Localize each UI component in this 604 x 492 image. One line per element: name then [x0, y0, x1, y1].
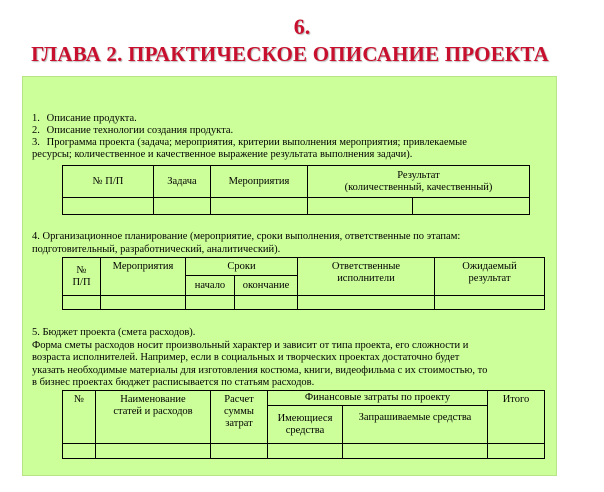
col-start: начало [186, 276, 235, 296]
item-5: 5. Бюджет проекта (смета расходов). Форма сметы расходов носит произвольный характер и зависит от типа проекта, его сложности и возраста исполнителей. Например, если в социальных и творческих проектах достаточно будет указать необходимые материалы для изготовления костюма, книги, видеофильма с их стоимостью, то в бизнес проектах бюджет расписывается по статьям расходов. [32, 327, 488, 388]
table-cell [63, 296, 101, 310]
budget-table [62, 390, 545, 459]
table-cell [101, 296, 186, 310]
table-cell [235, 296, 298, 310]
col-num: № П/П [63, 258, 101, 296]
list-item: 2. Описание технологии создания продукта. [32, 125, 234, 136]
table-cell [211, 198, 308, 215]
col-events: Мероприятия [101, 258, 186, 296]
table-cell [154, 198, 211, 215]
table-cell [63, 444, 96, 459]
col-num: № [63, 391, 96, 444]
col-requested: Запрашиваемые средства [343, 406, 488, 444]
col-total: Итого [488, 391, 545, 444]
list-item: 3. Программа проекта (задача; мероприятия, критерии выполнения мероприятия; привлекаемые [32, 137, 467, 148]
slide-number: 6. [293, 14, 311, 39]
list-item-continuation: ресурсы; количественное и качественное выражение результата выполнения задачи). [32, 149, 413, 160]
table-cell [186, 296, 235, 310]
program-table [62, 165, 530, 215]
col-end: окончание [235, 276, 298, 296]
slide-title: ГЛАВА 2. ПРАКТИЧЕСКОЕ ОПИСАНИЕ ПРОЕКТА [31, 42, 549, 66]
table-cell [413, 198, 530, 215]
table-cell [343, 444, 488, 459]
col-events: Мероприятия [211, 166, 308, 198]
table-cell [435, 296, 545, 310]
table-cell [268, 444, 343, 459]
col-task: Задача [154, 166, 211, 198]
col-responsible: Ответственные исполнители [298, 258, 435, 296]
table-cell [488, 444, 545, 459]
col-num: № П/П [63, 166, 154, 198]
col-own-funds: Имеющиеся средства [268, 406, 343, 444]
col-result: Результат (количественный, качественный) [308, 166, 530, 198]
item-4: 4. Организационное планирование (мероприятие, сроки выполнения, ответственные по этапам: подготовительный, разработнический, аналитический). [32, 231, 461, 255]
table-cell [96, 444, 211, 459]
col-expected: Ожидаемый результат [435, 258, 545, 296]
table-cell [308, 198, 413, 215]
table-cell [63, 198, 154, 215]
table-cell [298, 296, 435, 310]
col-calc: Расчет суммы затрат [211, 391, 268, 444]
col-financial: Финансовые затраты по проекту [268, 391, 488, 406]
table-cell [211, 444, 268, 459]
list-item: 1. Описание продукта. [32, 113, 137, 124]
planning-table [62, 257, 545, 310]
col-terms: Сроки [186, 258, 298, 276]
col-name: Наименование статей и расходов [96, 391, 211, 444]
